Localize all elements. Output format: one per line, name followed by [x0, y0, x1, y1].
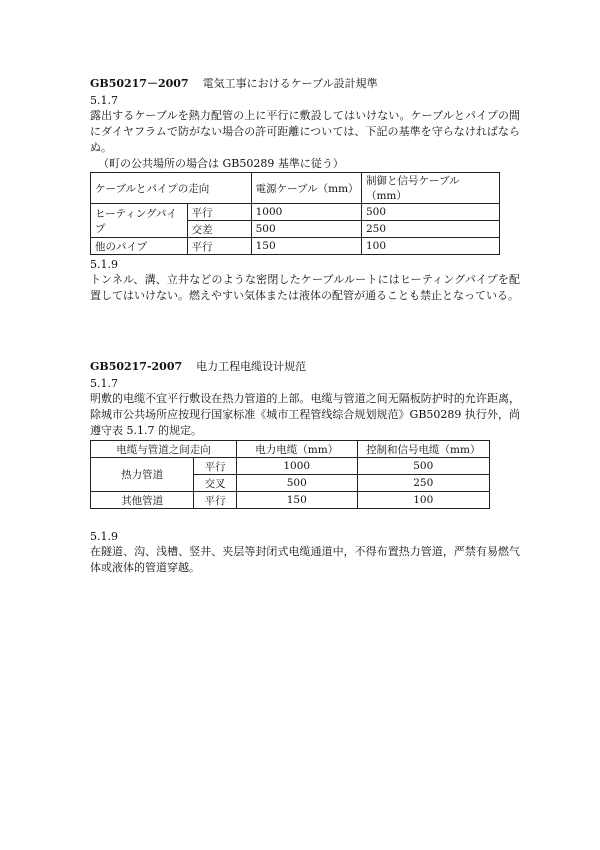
jp-cell-power: 500 — [251, 221, 361, 238]
table-row — [91, 458, 490, 475]
jp-header-direction: ケーブルとパイプの走向 — [91, 173, 252, 204]
table-row — [91, 238, 500, 255]
jp-cell-pipe: ヒーティングパイプ — [91, 204, 188, 238]
cn-paragraph-5-1-9: 在隧道、沟、浅槽、竖井、夹层等封闭式电缆通道中，不得布置热力管道，严禁有易燃气体或液体的管道穿越。 — [90, 545, 520, 574]
jp-cell-direction: 平行 — [187, 238, 251, 255]
jp-paragraph-5-1-9: トンネル、溝、立井などのような密閉したケーブルルートにはヒーティングパイプを配置してはいけない。燃えやすい気体または液体の配管が通ることも禁止となっている。 — [90, 273, 520, 302]
jp-heading — [90, 76, 520, 91]
cn-cell-control: 500 — [357, 458, 489, 475]
jp-clause-5-1-9: 5.1.9 — [90, 258, 118, 271]
cn-cell-control: 250 — [357, 475, 489, 492]
cn-header-direction: 电缆与管道之间走向 — [91, 441, 237, 458]
cn-cell-pipe: 热力管道 — [91, 458, 194, 492]
jp-cell-direction: 交差 — [187, 221, 251, 238]
table-header-row — [91, 441, 490, 458]
japanese-section — [90, 76, 520, 304]
cn-cell-direction: 平行 — [194, 492, 237, 509]
cn-standard-title: 电力工程电缆设计规范 — [196, 360, 307, 373]
cn-clause-5-1-7: 5.1.7 — [90, 377, 118, 390]
chinese-section — [90, 359, 520, 576]
spacer — [90, 509, 520, 527]
cn-distance-table — [90, 440, 490, 509]
jp-clause-5-1-7: 5.1.7 — [90, 94, 118, 107]
cn-standard-code: GB50217-2007 — [90, 360, 183, 373]
jp-header-power: 電源ケーブル（mm） — [251, 173, 361, 204]
jp-paragraph-5-1-7: 露出するケーブルを熱力配管の上に平行に敷設してはいけない。ケーブルとパイプの間にダイヤフラムで防がない場合の許可距離については、下記の基準を守らなければならぬ。 — [90, 109, 520, 154]
cn-paragraph-5-1-7: 明敷的电缆不宜平行敷设在热力管道的上部。电缆与管道之间无隔板防护时的允许距离，除城市公共场所应按现行国家标准《城市工程管线综合规划规范》GB50289 执行外，尚遵守表 5.1.7 的规定。 — [90, 392, 520, 437]
jp-cell-pipe: 他のパイプ — [91, 238, 188, 255]
jp-cell-power: 1000 — [251, 204, 361, 221]
cn-cell-direction: 交叉 — [194, 475, 237, 492]
cn-cell-direction: 平行 — [194, 458, 237, 475]
jp-cell-control: 250 — [361, 221, 499, 238]
cn-heading — [90, 359, 520, 374]
cn-header-control: 控制和信号电缆（mm） — [357, 441, 489, 458]
cn-cell-power: 500 — [236, 475, 357, 492]
jp-distance-table — [90, 172, 500, 255]
jp-cell-power: 150 — [251, 238, 361, 255]
table-header-row — [91, 173, 500, 204]
cn-cell-power: 1000 — [236, 458, 357, 475]
jp-header-control: 制御と信号ケーブル（mm） — [361, 173, 499, 204]
jp-cell-control: 100 — [361, 238, 499, 255]
cn-cell-pipe: 其他管道 — [91, 492, 194, 509]
cn-cell-control: 100 — [357, 492, 489, 509]
jp-note: （町の公共場所の場合は GB50289 基準に従う） — [98, 157, 344, 170]
jp-cell-direction: 平行 — [187, 204, 251, 221]
cn-header-power: 电力电缆（mm） — [236, 441, 357, 458]
cn-clause-5-1-9: 5.1.9 — [90, 530, 118, 543]
table-row — [91, 204, 500, 221]
cn-cell-power: 150 — [236, 492, 357, 509]
jp-cell-control: 500 — [361, 204, 499, 221]
jp-standard-title: 電気工事におけるケーブル設計規準 — [202, 77, 378, 90]
jp-standard-code: GB50217－2007 — [90, 77, 189, 90]
table-row — [91, 492, 490, 509]
